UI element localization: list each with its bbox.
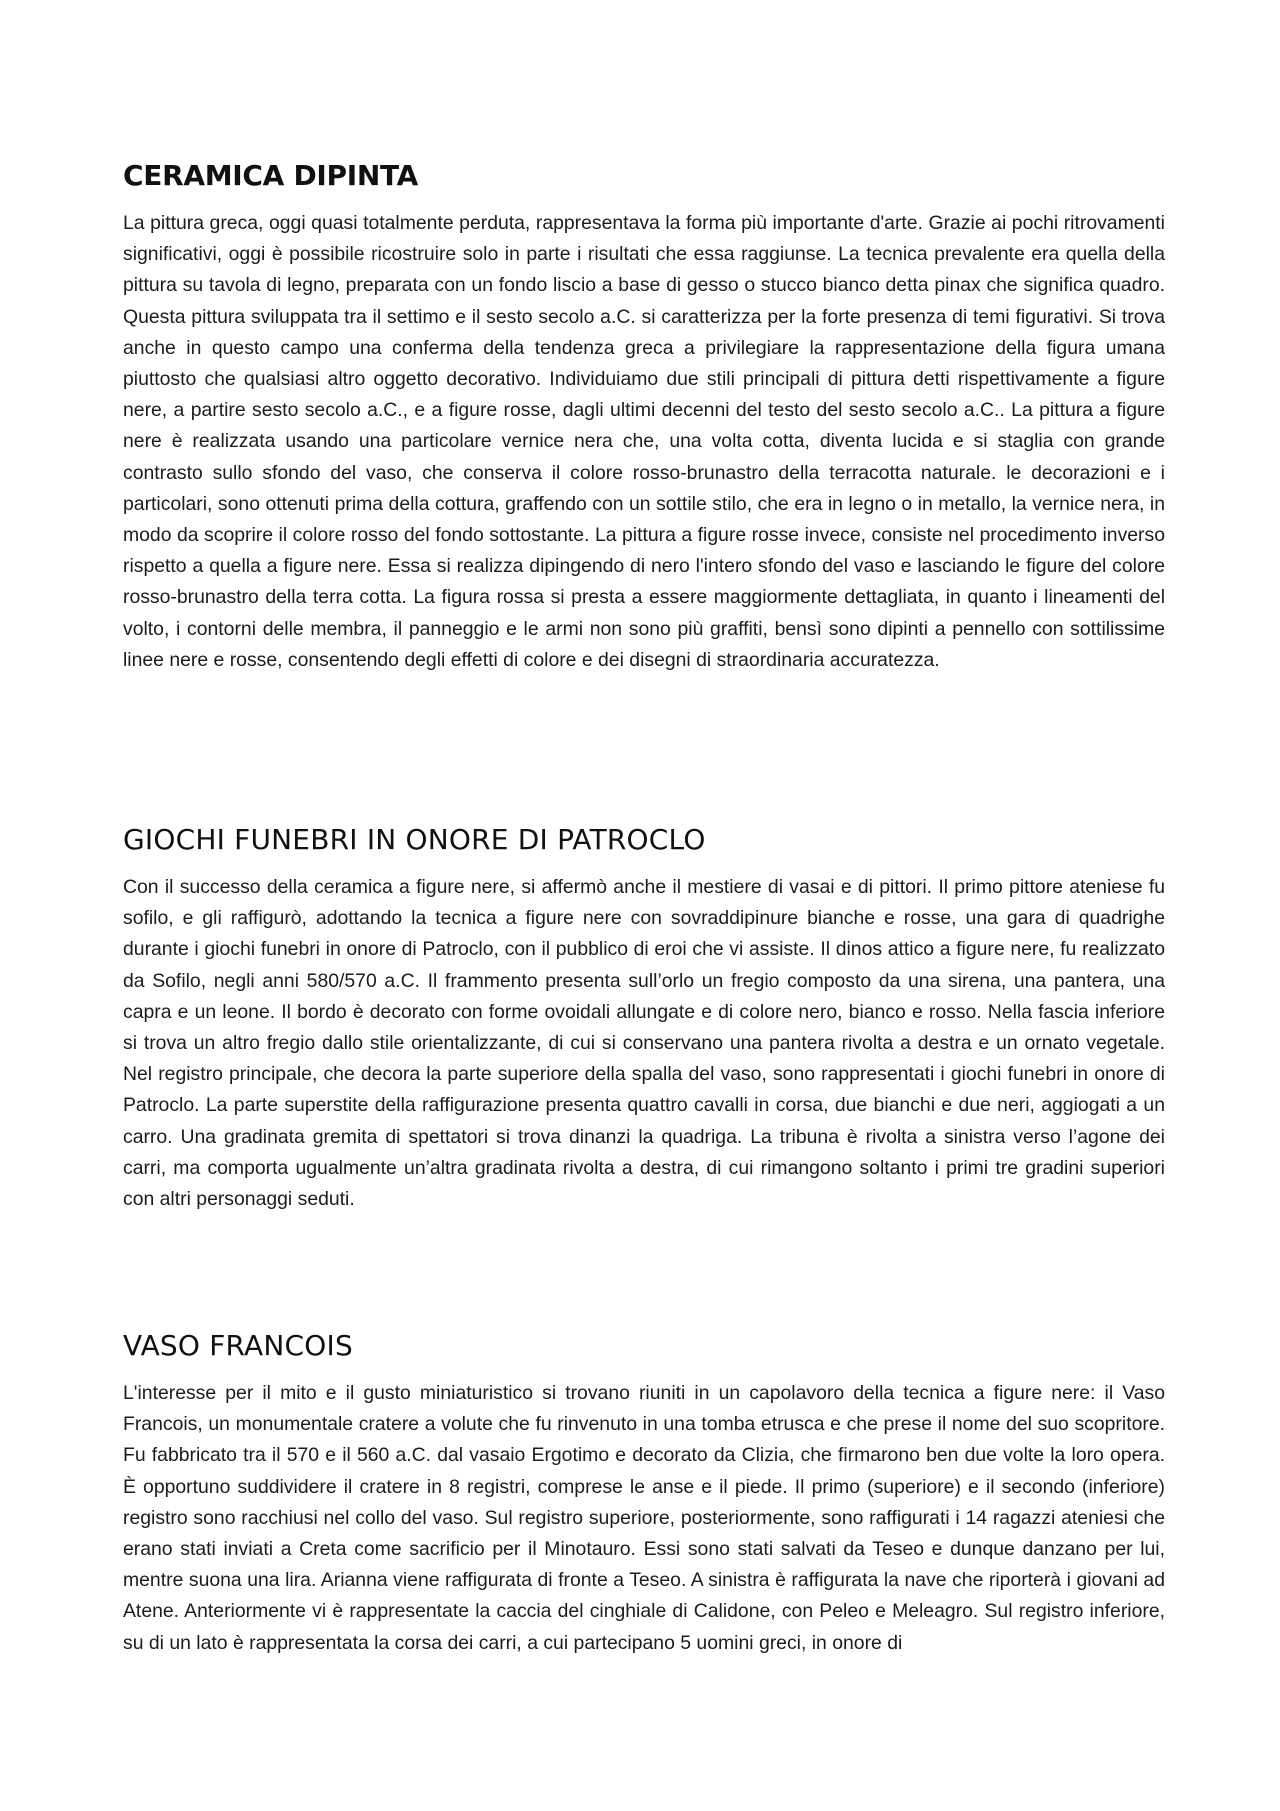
section-vaso-francois [123, 1328, 1165, 1659]
section-title: VASO FRANCOIS [123, 1329, 353, 1362]
section-body: L'interesse per il mito e il gusto miniaturistico si trovano riuniti in un capolavoro della tecnica a figure nere: il Vaso Francois, un monumentale cratere a volute che fu rinvenuto in una tomba etrusca e che prese il nome del suo scopritore. Fu fabbricato tra il 570 e il 560 a.C. dal vasaio Ergotimo e decorato da Clizia, che firmarono ben due volte la loro opera. È opportuno suddividere il cratere in 8 registri, comprese le anse e il piede. Il primo (superiore) e il secondo (inferiore) registro sono racchiusi nel collo del vaso. Sul registro superiore, posteriormente, sono raffigurati i 14 ragazzi ateniesi che erano stati inviati a Creta come sacrificio per il Minotauro. Essi sono stati salvati da Teseo e dunque danzano per lui, mentre suona una lira. Arianna viene raffigurata di fronte a Teseo. A sinistra è raffigurata la nave che riporterà i giovani ad Atene. Anteriormente vi è rappresentate la caccia del cinghiale di Calidone, con Peleo e Meleagro. Sul registro inferiore, su di un lato è rappresentata la corsa dei carri, a cui partecipano 5 uomini greci, in onore di [123, 1382, 1165, 1654]
section-body: Con il successo della ceramica a figure nere, si affermò anche il mestiere di vasai e di pittori. Il primo pittore ateniese fu sofilo, e gli raffigurò, adottando la tecnica a figure nere con sovraddipinure bianche e rosse, una gara di quadrighe durante i giochi funebri in onore di Patroclo, con il pubblico di eroi che vi assiste. Il dinos attico a figure nere, fu realizzato da Sofilo, negli anni 580/570 a.C. Il frammento presenta sull’orlo un fregio composto da una sirena, una pantera, una capra e un leone. Il bordo è decorato con forme ovoidali allungate e di colore nero, bianco e rosso. Nella fascia inferiore si trova un altro fregio dallo stile orientalizzante, di cui si conservano una pantera rivolta a destra e un ornato vegetale. Nel registro principale, che decora la parte superiore della spalla del vaso, sono rappresentati i giochi funebri in onore di Patroclo. La parte superstite della raffigurazione presenta quattro cavalli in corsa, due bianchi e due neri, aggiogati a un carro. Una gradinata gremita di spettatori si trova dinanzi la quadriga. La tribuna è rivolta a sinistra verso l’agone dei carri, ma comporta ugualmente un’altra gradinata rivolta a destra, di cui rimangono soltanto i primi tre gradini superiori con altri personaggi seduti. [123, 876, 1165, 1211]
section-title: CERAMICA DIPINTA [123, 159, 418, 192]
section-ceramica-dipinta [123, 158, 1165, 676]
section-title: GIOCHI FUNEBRI IN ONORE DI PATROCLO [123, 823, 706, 856]
section-giochi-funebri [123, 822, 1165, 1215]
section-body: La pittura greca, oggi quasi totalmente perduta, rappresentava la forma più importante d'arte. Grazie ai pochi ritrovamenti significativi, oggi è possibile ricostruire solo in parte i risultati che essa raggiunse. La tecnica prevalente era quella della pittura su tavola di legno, preparata con un fondo liscio a base di gesso o stucco bianco detta pinax che significa quadro. Questa pittura sviluppata tra il settimo e il sesto secolo a.C. si caratterizza per la forte presenza di temi figurativi. Si trova anche in questo campo una conferma della tendenza greca a privilegiare la rappresentazione della figura umana piuttosto che qualsiasi altro oggetto decorativo. Individuiamo due stili principali di pittura detti rispettivamente a figure nere, a partire sesto secolo a.C., e a figure rosse, dagli ultimi decenni del testo del sesto secolo a.C.. La pittura a figure nere è realizzata usando una particolare vernice nera che, una volta cotta, diventa lucida e si staglia con grande contrasto sullo sfondo del vaso, che conserva il colore rosso-brunastro della terracotta naturale. le decorazioni e i particolari, sono ottenuti prima della cottura, graffendo con un sottile stilo, che era in legno o in metallo, la vernice nera, in modo da scoprire il colore rosso del fondo sottostante. La pittura a figure rosse invece, consiste nel procedimento inverso rispetto a quella a figure nere. Essa si realizza dipingendo di nero l'intero sfondo del vaso e lasciando le figure del colore rosso-brunastro della terra cotta. La figura rossa si presta a essere maggiormente dettagliata, in quanto i lineamenti del volto, i contorni delle membra, il panneggio e le armi non sono più graffiti, bensì sono dipinti a pennello con sottilissime linee nere e rosse, consentendo degli effetti di colore e dei disegni di straordinaria accuratezza. [123, 212, 1165, 671]
